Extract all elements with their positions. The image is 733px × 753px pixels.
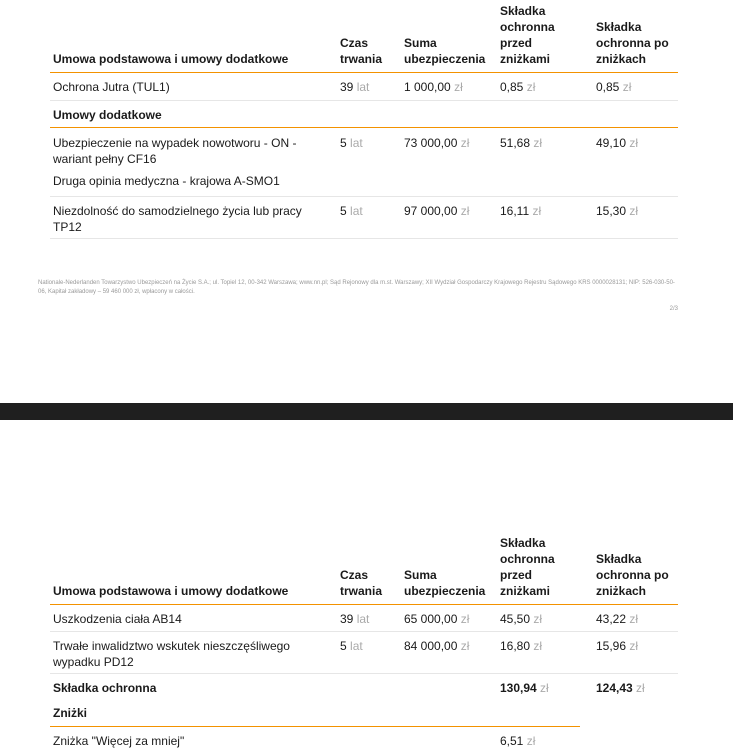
row-premium-before: 0,85 zł: [500, 80, 536, 94]
row-premium-after: 15,96 zł: [596, 639, 639, 653]
discount-row: [50, 727, 678, 753]
table-row: [50, 632, 678, 674]
section-title: Zniżki: [53, 706, 88, 720]
legal-footer: Nationale-Nederlanden Towarzystwo Ubezpieczeń na Życie S.A.; ul. Topiel 12, 00-342 Warszawa; www.nn.pl; Sąd Rejonowy dla m.st. Warszawy; XII Wydział Gospodarczy Krajowego Rejestru Sądowego KRS 0000028131; NIP: 526-030-50-06, Kapitał zakładowy – 59 460 000 zł, wpłacony w całości.: [38, 280, 675, 295]
coverage-table: [50, 532, 678, 753]
row-premium-before: 51,68 zł: [500, 136, 543, 150]
row-sum: 65 000,00 zł: [404, 612, 470, 626]
row-sum: 1 000,00 zł: [404, 80, 463, 94]
table-row: [50, 197, 678, 239]
page-separator: [0, 403, 733, 420]
section-row: [50, 101, 678, 128]
row-duration: 5 lat: [340, 639, 363, 653]
coverage-table: [50, 0, 678, 239]
row-name: Ochrona Jutra (TUL1): [53, 80, 170, 94]
row-premium-before: 16,80 zł: [500, 639, 543, 653]
total-premium-before: 130,94 zł: [500, 681, 549, 695]
row-premium-after: 43,22 zł: [596, 612, 639, 626]
header-agreement: Umowa podstawowa i umowy dodatkowe: [53, 52, 289, 66]
table-row: [50, 128, 678, 170]
table-header: [50, 532, 678, 605]
header-agreement: Umowa podstawowa i umowy dodatkowe: [53, 584, 289, 598]
total-premium-after: 124,43 zł: [596, 681, 645, 695]
header-premium-after: Składka ochronna po zniżkach: [596, 552, 669, 598]
total-row: [50, 674, 678, 702]
row-premium-after: 0,85 zł: [596, 80, 632, 94]
row-name: Druga opinia medyczna - krajowa A-SMO1: [53, 174, 280, 188]
total-label: Składka ochronna: [53, 681, 157, 695]
row-premium-after: 49,10 zł: [596, 136, 639, 150]
row-duration: 39 lat: [340, 80, 370, 94]
header-duration: Czas trwania: [340, 568, 383, 598]
row-sum: 84 000,00 zł: [404, 639, 470, 653]
row-name: Ubezpieczenie na wypadek nowotworu - ON - wariant pełny CF16: [53, 136, 297, 166]
row-premium-after: 15,30 zł: [596, 204, 639, 218]
row-sum: 97 000,00 zł: [404, 204, 470, 218]
table-row: [50, 73, 678, 101]
row-duration: 39 lat: [340, 612, 370, 626]
page-number: 2/3: [669, 306, 678, 312]
section-row: [50, 702, 580, 727]
row-name: Uszkodzenia ciała AB14: [53, 612, 182, 626]
table-header: [50, 0, 678, 73]
header-duration: Czas trwania: [340, 36, 383, 66]
header-premium-before: Składka ochronna przed zniżkami: [500, 536, 555, 598]
header-premium-after: Składka ochronna po zniżkach: [596, 20, 669, 66]
row-premium-before: 16,11 zł: [500, 204, 542, 218]
row-premium-before: 45,50 zł: [500, 612, 543, 626]
row-name: Niezdolność do samodzielnego życia lub pracy TP12: [53, 204, 302, 234]
table-row: [50, 170, 678, 197]
document-page-3: [0, 420, 733, 750]
row-duration: 5 lat: [340, 136, 363, 150]
row-name: Trwałe inwalidztwo wskutek nieszczęśliwego wypadku PD12: [53, 639, 290, 669]
table-row: [50, 605, 678, 632]
header-premium-before: Składka ochronna przed zniżkami: [500, 4, 555, 66]
discount-name: Zniżka "Więcej za mniej": [53, 734, 185, 748]
row-sum: 73 000,00 zł: [404, 136, 470, 150]
header-sum-insured: Suma ubezpieczenia: [404, 568, 486, 598]
discount-value: 6,51 zł: [500, 734, 536, 748]
header-sum-insured: Suma ubezpieczenia: [404, 36, 486, 66]
row-duration: 5 lat: [340, 204, 363, 218]
section-title: Umowy dodatkowe: [53, 108, 162, 122]
